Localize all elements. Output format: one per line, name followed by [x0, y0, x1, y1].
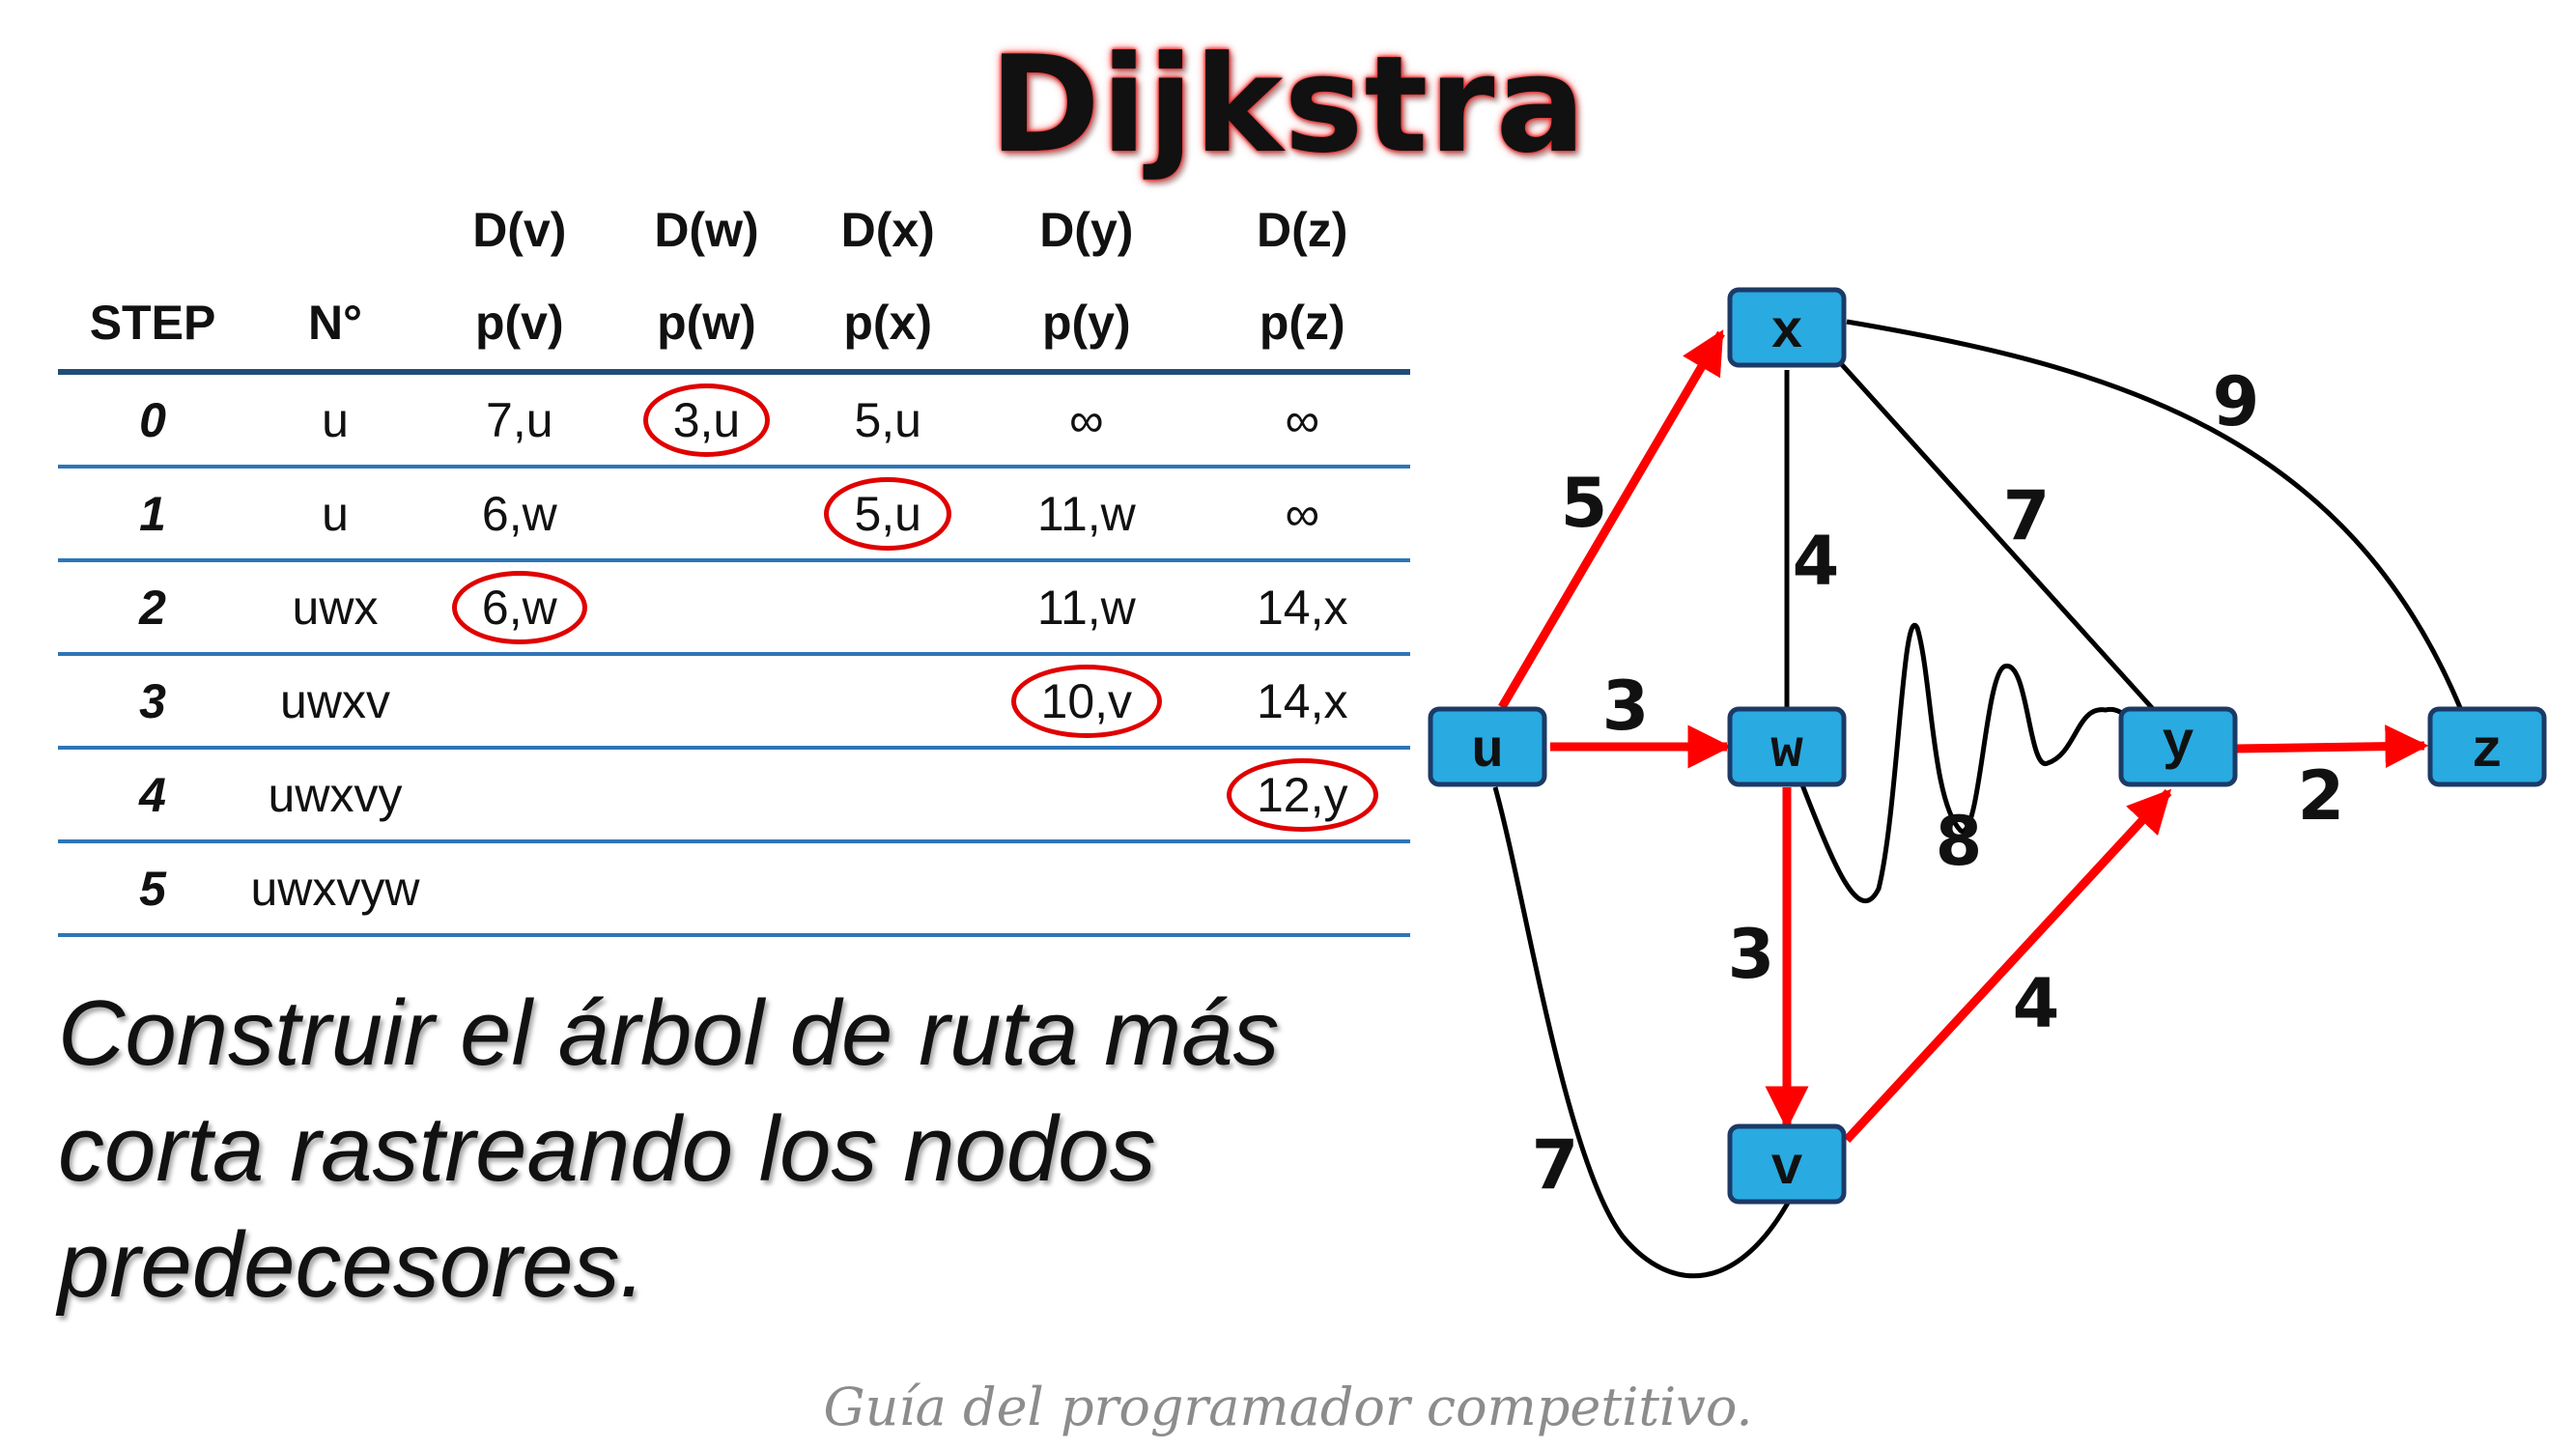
circled-value: 12,y	[1227, 758, 1378, 832]
header-pz: p(z)	[1195, 276, 1410, 372]
edge-x-z	[1847, 322, 2461, 710]
weight-u-v: 7	[1531, 1125, 1579, 1205]
header-dz: D(z)	[1257, 203, 1348, 257]
weight-y-z: 2	[2297, 756, 2345, 836]
node-x	[1730, 290, 1844, 365]
node-u	[1430, 709, 1544, 784]
visited-set: uwxvyw	[247, 841, 423, 935]
header-pw: p(w)	[616, 276, 798, 372]
header-pv: p(v)	[423, 276, 616, 372]
header-dx: D(x)	[840, 203, 935, 257]
node-y-label: y	[2162, 713, 2194, 775]
node-v-label: v	[1770, 1138, 1803, 1200]
cell-dv: 6,w	[423, 467, 616, 560]
node-x-label: x	[1770, 301, 1803, 363]
visited-set: uwxv	[247, 654, 423, 748]
weight-w-y: 8	[1935, 802, 1983, 881]
step-number: 3	[58, 654, 247, 748]
step-number: 1	[58, 467, 247, 560]
cell-dy: 11,w	[978, 467, 1194, 560]
cell-dx: 5,u	[797, 372, 978, 467]
cell-dz: ∞	[1195, 372, 1410, 467]
visited-set: uwxvy	[247, 748, 423, 841]
circled-value: 3,u	[643, 384, 771, 457]
node-z-label: z	[2471, 721, 2504, 782]
footer-credit: Guía del programador competitivo.	[823, 1377, 1753, 1437]
header-dw: D(w)	[654, 203, 759, 257]
weight-u-w: 3	[1601, 667, 1650, 746]
node-w-label: w	[1770, 721, 1803, 782]
edge-x-y	[1837, 359, 2154, 710]
node-y	[2121, 709, 2235, 784]
edge-u-x	[1502, 333, 1721, 707]
header-dy: D(y)	[1039, 203, 1134, 257]
visited-set: u	[247, 372, 423, 467]
header-px: p(x)	[797, 276, 978, 372]
weight-x-z: 9	[2212, 362, 2260, 441]
step-number: 5	[58, 841, 247, 935]
node-z	[2430, 709, 2544, 784]
circled-value: 10,v	[1011, 665, 1163, 738]
header-dv: D(v)	[472, 203, 567, 257]
node-u-label: u	[1471, 721, 1504, 782]
cell-dv: 7,u	[423, 372, 616, 467]
edge-v-y	[1847, 792, 2168, 1140]
visited-set: u	[247, 467, 423, 560]
weight-v-y: 4	[2012, 964, 2060, 1043]
cell-dz: 14,x	[1195, 560, 1410, 654]
circled-value: 5,u	[824, 477, 951, 551]
header-n: N°	[247, 276, 423, 372]
cell-dy: 11,w	[978, 560, 1194, 654]
circled-value: 6,w	[452, 571, 587, 644]
page-title: Dijkstra	[989, 27, 1587, 183]
weight-x-w: 4	[1792, 522, 1840, 601]
step-number: 4	[58, 748, 247, 841]
cell-dz: 14,x	[1195, 654, 1410, 748]
header-step: STEP	[58, 276, 247, 372]
caption-text: Construir el árbol de ruta más corta rastreando los nodos predecesores.	[58, 981, 1280, 1317]
step-number: 2	[58, 560, 247, 654]
node-v	[1730, 1126, 1844, 1202]
weight-w-v: 3	[1727, 915, 1775, 994]
cell-dz: ∞	[1195, 467, 1410, 560]
node-w	[1730, 709, 1844, 784]
visited-set: uwx	[247, 560, 423, 654]
edge-y-z	[2236, 746, 2424, 749]
weight-x-y: 7	[2002, 476, 2051, 555]
header-py: p(y)	[978, 276, 1194, 372]
weight-u-x: 5	[1560, 464, 1608, 543]
cell-dy: ∞	[978, 372, 1194, 467]
step-number: 0	[58, 372, 247, 467]
